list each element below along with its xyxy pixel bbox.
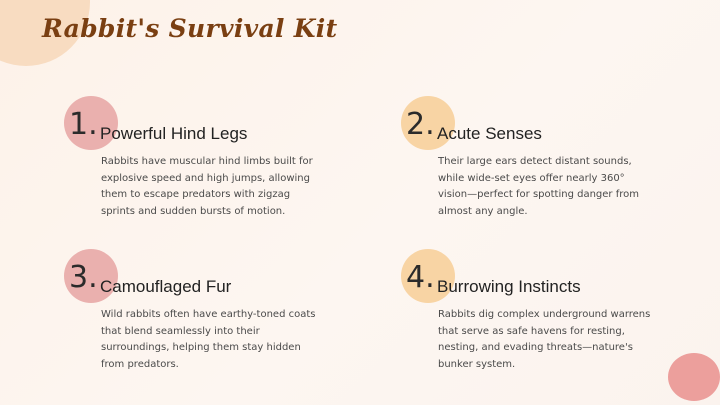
- card-description: Rabbits dig complex underground warrens that serve as safe havens for resting, nesting, and evading threats—nature's bunker system.: [438, 309, 651, 370]
- card-heading: Acute Senses: [437, 124, 542, 143]
- card-description: Rabbits have muscular hind limbs built for explosive speed and high jumps, allowing them to escape predators with zigzag sprints and sudden bursts of motion.: [101, 156, 313, 217]
- card-heading: Burrowing Instincts: [437, 277, 581, 296]
- card-heading: Powerful Hind Legs: [100, 124, 248, 143]
- card-heading: Camouflaged Fur: [100, 277, 232, 296]
- card-acute-senses: [401, 96, 651, 216]
- card-number: 2.: [406, 107, 435, 142]
- card-number: 3.: [69, 260, 98, 295]
- card-description: Wild rabbits often have earthy-toned coats that blend seamlessly into their surroundings, helping them stay hidden from predators.: [101, 309, 316, 370]
- card-description: Their large ears detect distant sounds, while wide-set eyes offer nearly 360° vision—perfect for spotting danger from almost any angle.: [438, 156, 639, 217]
- card-burrowing-instincts: [401, 249, 651, 369]
- page-title: Rabbit's Survival Kit: [42, 14, 338, 43]
- card-number: 4.: [406, 260, 435, 295]
- card-number: 1.: [69, 107, 98, 142]
- decorative-circle-bottom-right: [668, 353, 720, 401]
- card-powerful-hind-legs: [64, 96, 314, 216]
- card-camouflaged-fur: [64, 249, 314, 369]
